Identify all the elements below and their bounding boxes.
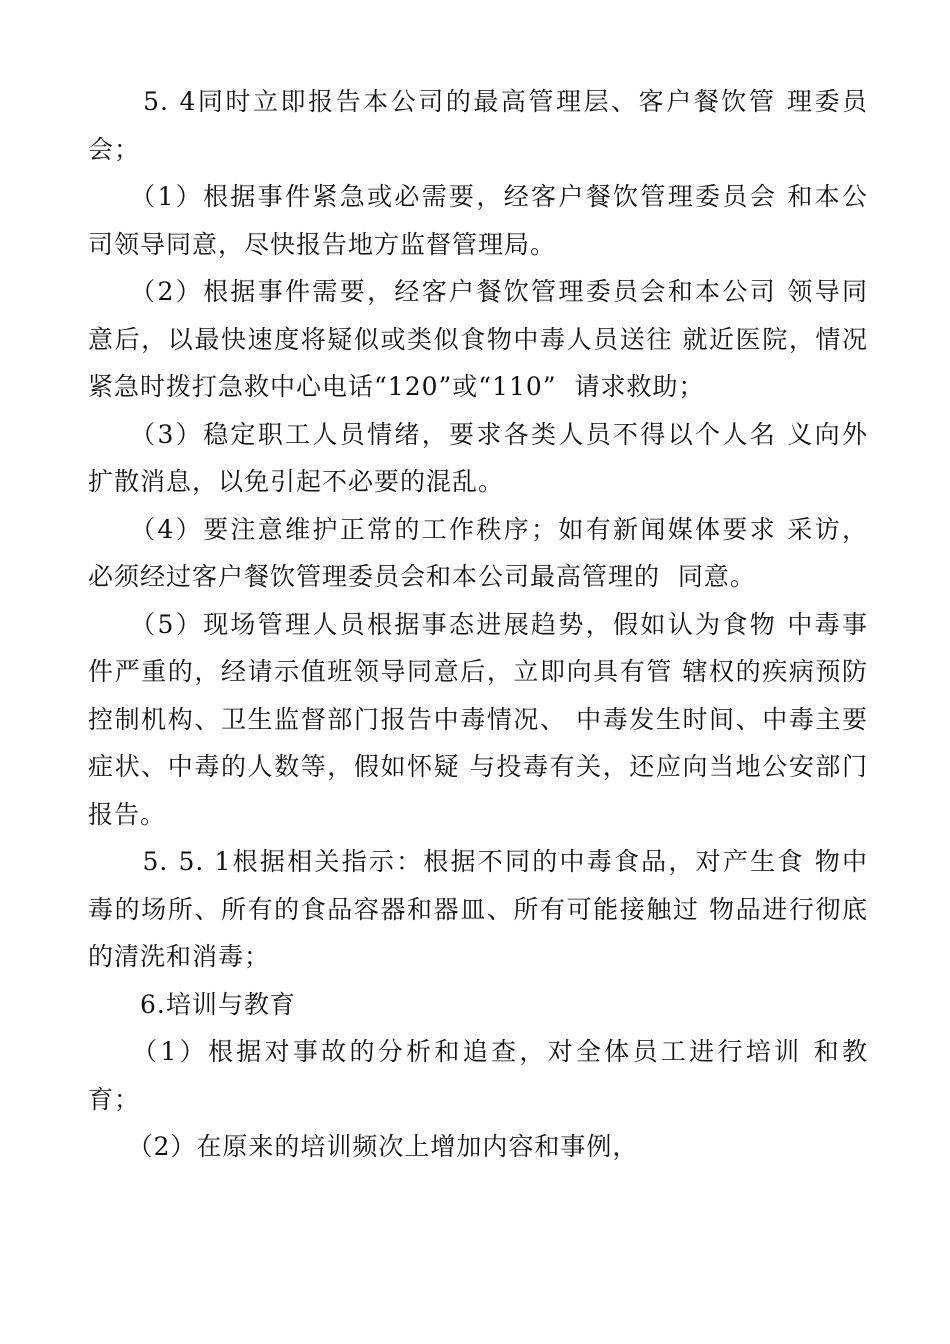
text-line: 症状、中毒的人数等，假如怀疑 与投毒有关，还应向当地公安部门 [88,752,868,781]
text-line: 司领导同意，尽快报告地方监督管理局。 [88,230,557,259]
text-line: （5）现场管理人员根据事态进展趋势，假如认为食物 中毒事 [88,610,868,639]
text-line: （2）根据事件需要，经客户餐饮管理委员会和本公司 领导同 [88,277,868,306]
text-line: 件严重的，经请示值班领导同意后，立即向具有管 辖权的疾病预防 [88,657,868,686]
text-line: 意后，以最快速度将疑似或类似食物中毒人员送往 就近医院，情况 [88,325,868,354]
text-line: （1）根据对事故的分析和追查，对全体员工进行培训 和教 [88,1037,868,1066]
text-line: 5. 5. 1根据相关指示：根据不同的中毒食品，对产生食 物中 [88,847,868,876]
section-heading: 6.培训与教育 [88,990,296,1019]
text-line: 毒的场所、所有的食品容器和器皿、所有可能接触过 物品进行彻底 [88,895,868,924]
text-line: 5. 4同时立即报告本公司的最高管理层、客户餐饮管 理委员 [88,87,868,116]
text-line: 的清洗和消毒； [88,942,271,971]
text-line: 报告。 [88,800,167,829]
text-line: （2）在原来的培训频次上增加内容和事例， [88,1132,639,1161]
text-line: 育； [88,1085,141,1114]
text-line: 控制机构、卫生监督部门报告中毒情况、 中毒发生时间、中毒主要 [88,705,868,734]
text-line: 会； [88,135,141,164]
text-line: 紧急时拨打急救中心电话“120”或“110” 请求救助； [88,372,705,401]
text-line: （4）要注意维护正常的工作秩序；如有新闻媒体要求 采访， [88,515,868,544]
text-line: 必须经过客户餐饮管理委员会和本公司最高管理的 同意。 [88,562,756,591]
text-line: 扩散消息，以免引起不必要的混乱。 [88,467,505,496]
text-line: （3）稳定职工人员情绪，要求各类人员不得以个人名 义向外 [88,420,868,449]
text-line: （1）根据事件紧急或必需要，经客户餐饮管理委员会 和本公 [88,182,868,211]
